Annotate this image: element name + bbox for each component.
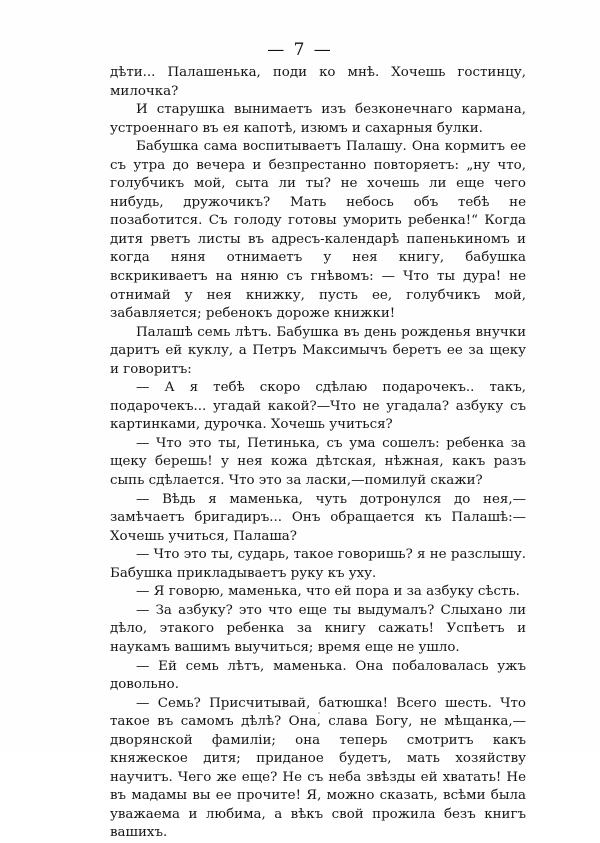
page-body-text xyxy=(110,64,526,843)
paragraph-1: дѣти... Палашенька, поди ко мнѣ. Хочешь гостинцу, милочка? xyxy=(110,65,526,99)
paragraph-7: — Вѣдь я маменька, чуть дотронулся до нея,—замѣчаетъ бригадиръ... Онъ обращается къ Палашѣ:—Хочешь учиться, Палаша? xyxy=(110,491,526,544)
paragraph-3: Бабушка сама воспитываетъ Палашу. Она кормитъ ее съ утра до вечера и безпрестанно повторяетъ: „ну что, голубчикъ мой, сыта ли ты? не хочешь ли еще чего нибудь, дружочикъ? Мать небось объ тебѣ не позаботится. Съ голоду готовы уморить ребенка!“ Когда дитя рветъ листы въ адресъ-календарѣ папенькиномъ и когда няня отнимаетъ у нея книгу, бабушка вскрикиваетъ на няню съ гнѣвомъ: — Что ты дура! не отнимай у нея книжку, пусть ее, голубчикъ мой, забавляется; ребенокъ дороже книжки! xyxy=(110,139,526,322)
paragraph-5: — А я тебѣ скоро сдѣлаю подарочекъ.. такъ, подарочекъ... угадай какой?—Что не угадала? азбуку съ картинками, дурочка. Хочешь учиться? xyxy=(110,380,526,433)
paragraph-10: — За азбуку? это что еще ты выдумалъ? Слыхано ли дѣло, этакого ребенка за книгу сажать! Успѣетъ и наукамъ вашимъ выучиться; время еще не ушло. xyxy=(110,602,526,655)
paragraph-6: — Что это ты, Петинька, съ ума сошелъ: ребенка за щеку берешь! у нея кожа дѣтская, нѣжная, какъ разъ сыпь сдѣлается. Что это за ласки,—помилуй скажи? xyxy=(110,435,526,489)
paragraph-2: И старушка вынимаетъ изъ безконечнаго кармана, устроеннаго въ ея капотѣ, изюмъ и сахарныя булки. xyxy=(110,102,526,136)
paragraph-4: Палашѣ семь лѣтъ. Бабушка въ день рожденья внучки даритъ ей куклу, а Петръ Максимычъ беретъ ее за щеку и говоритъ: xyxy=(110,324,526,377)
paragraph-12: — Семь? Присчитывай, батюшка! Всего шесть. Что такое въ самомъ дѣлѣ? Она, слава Богу, не мѣщанка,—дворянской фамиліи; она теперь смотритъ какъ княжеское дитя; приданое будетъ, мать хозяйству научитъ. Чего же еще? Не съ неба звѣзды ей хватать! Не въ мадамы вы ее прочите! Я, можно сказать, всѣми была уважаема и любима, а вѣкъ свой прожила безъ книгъ вашихъ. xyxy=(110,695,526,841)
paragraph-11: — Ей семь лѣтъ, маменька. Она побаловалась ужъ довольно. xyxy=(110,658,526,693)
paragraph-9: — Я говорю, маменька, что ей пора и за азбуку сѣсть. xyxy=(136,584,520,600)
paragraph-8: — Что это ты, сударь, такое говоришь? я не разслышу. Бабушка прикладываетъ руку къ уху. xyxy=(110,547,526,581)
page-number: — 7 — xyxy=(267,40,333,60)
paper-speck xyxy=(318,712,320,714)
